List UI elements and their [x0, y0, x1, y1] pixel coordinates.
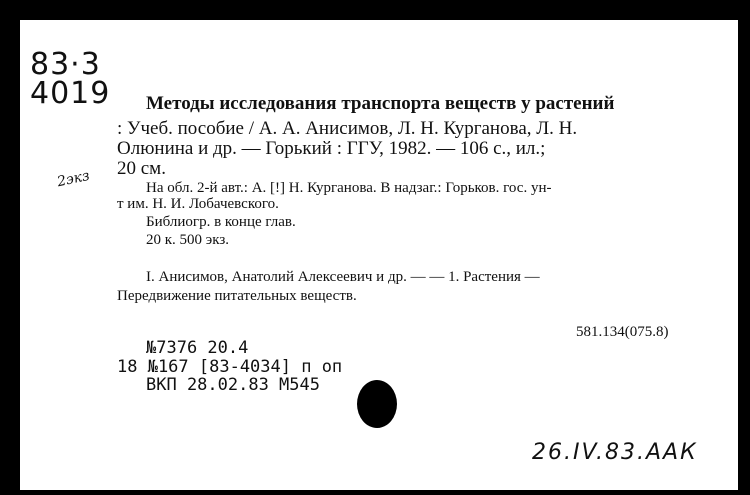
description-line-1: : Учеб. пособие / А. А. Анисимов, Л. Н. Курганова, Л. Н. [117, 118, 578, 139]
description-line-3: 20 см. [117, 158, 166, 179]
handwritten-footer: 26.IV.83.ААК [532, 440, 698, 465]
card-edge [738, 20, 750, 495]
shelfmark-bottom: 4019 [30, 76, 111, 111]
record-line-2: 18 №167 [83-4034] п оп [117, 357, 343, 377]
tracing-line-2: Передвижение питательных веществ. [117, 288, 357, 304]
udc-code: 581.134(075.8) [576, 324, 669, 340]
shelfmark-top: 83·3 [30, 47, 101, 82]
book-title: Методы исследования транспорта веществ у растений [146, 93, 615, 114]
record-line-3: ВКП 28.02.83 М545 [146, 375, 320, 395]
ink-blot [357, 380, 397, 428]
note-line-3: Библиогр. в конце глав. [146, 214, 296, 230]
record-line-1: №7376 20.4 [146, 338, 249, 358]
tracing-line-1: I. Анисимов, Анатолий Алексеевич и др. — — 1. Растения — [146, 269, 540, 285]
note-line-4: 20 к. 500 экз. [146, 232, 229, 248]
description-line-2: Олюнина и др. — Горький : ГГУ, 1982. — 106 с., ил.; [117, 138, 546, 159]
note-line-2: т им. Н. И. Лобачевского. [117, 196, 279, 212]
margin-handnote: 2экз [55, 167, 92, 191]
note-line-1: На обл. 2-й авт.: А. [!] Н. Курганова. В надзаг.: Горьков. гос. ун- [146, 180, 552, 196]
